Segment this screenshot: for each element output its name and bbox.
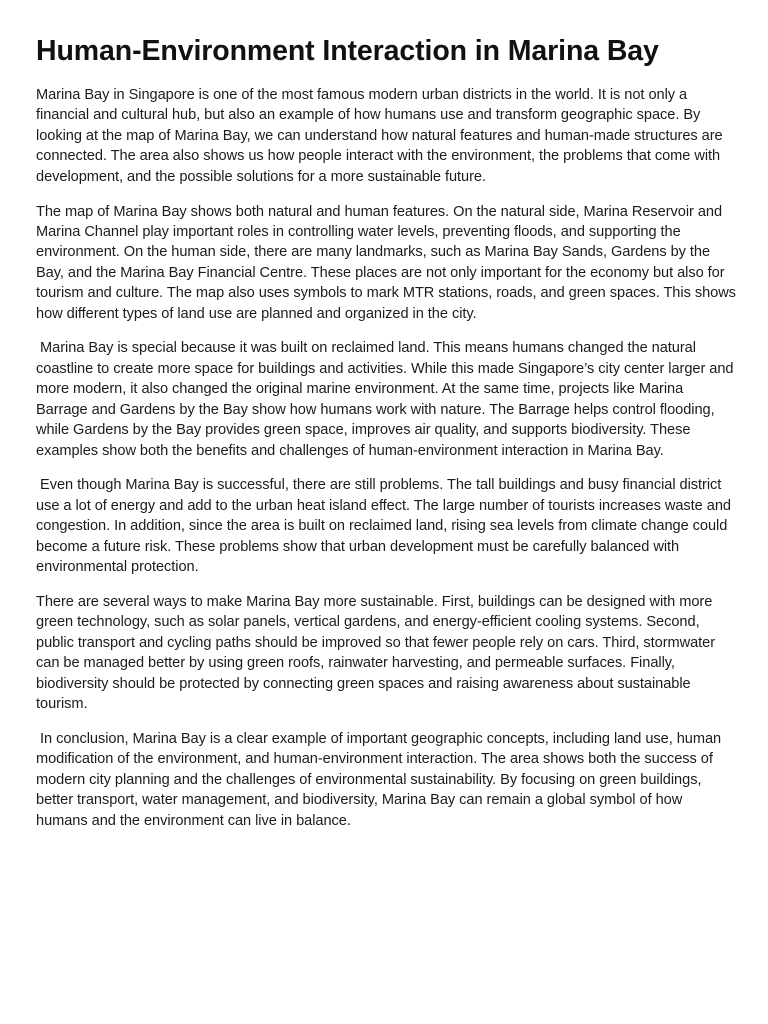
paragraph-problems: Even though Marina Bay is successful, there are still problems. The tall buildings and busy financial district use a lot of energy and add to the urban heat island effect. The large number of tourists increases waste and congestion. In addition, since the area is built on reclaimed land, rising sea levels from climate change could become a future risk. These problems show that urban development must be carefully balanced with environmental protection.	[36, 477, 735, 576]
paragraph-intro: Marina Bay in Singapore is one of the most famous modern urban districts in the world. It is not only a financial and cultural hub, but also an example of how humans use and transform geographic space. By looking at the map of Marina Bay, we can understand how natural features and human-made structures are connected. The area also shows us how people interact with the environment, the problems that come with development, and the possible solutions for a more sustainable future.	[36, 87, 727, 185]
document-page	[36, 30, 740, 845]
paragraph-reclaimed-land: Marina Bay is special because it was built on reclaimed land. This means humans changed the natural coastline to create more space for buildings and activities. While this made Singapore’s city center larger and more modern, it also changed the original marine environment. At the same time, projects like Marina Barrage and Gardens by the Bay show how humans work with nature. The Barrage helps control flooding, while Gardens by the Bay provides green space, improves air quality, and supports biodiversity. These examples show both the benefits and challenges of human-environment interaction in Marina Bay.	[36, 340, 738, 459]
paragraph-map-features: The map of Marina Bay shows both natural and human features. On the natural side, Marina Reservoir and Marina Channel play important roles in controlling water levels, preventing floods, and supporting the environment. On the human side, there are many landmarks, such as Marina Bay Sands, Gardens by the Bay, and the Marina Bay Financial Centre. These places are not only important for the economy but also for tourism and culture. The map also uses symbols to mark MTR stations, roads, and green spaces. This shows how different types of land use are planned and organized in the city.	[36, 203, 740, 322]
paragraph-solutions: There are several ways to make Marina Bay more sustainable. First, buildings can be designed with more green technology, such as solar panels, vertical gardens, and energy-efficient cooling systems. Second, public transport and cycling paths should be improved so that fewer people rely on cars. Third, stormwater can be managed better by using green roofs, rainwater harvesting, and permeable surfaces. Finally, biodiversity should be protected by connecting green spaces and raising awareness about sustainable tourism.	[36, 593, 720, 712]
document-title: Human-Environment Interaction in Marina Bay	[36, 35, 659, 67]
paragraph-conclusion: In conclusion, Marina Bay is a clear example of important geographic concepts, including land use, human modification of the environment, and human-environment interaction. The area shows both the success of modern city planning and the challenges of environmental sustainability. By focusing on green buildings, better transport, water management, and biodiversity, Marina Bay can remain a global symbol of how humans and the environment can live in balance.	[36, 730, 726, 829]
